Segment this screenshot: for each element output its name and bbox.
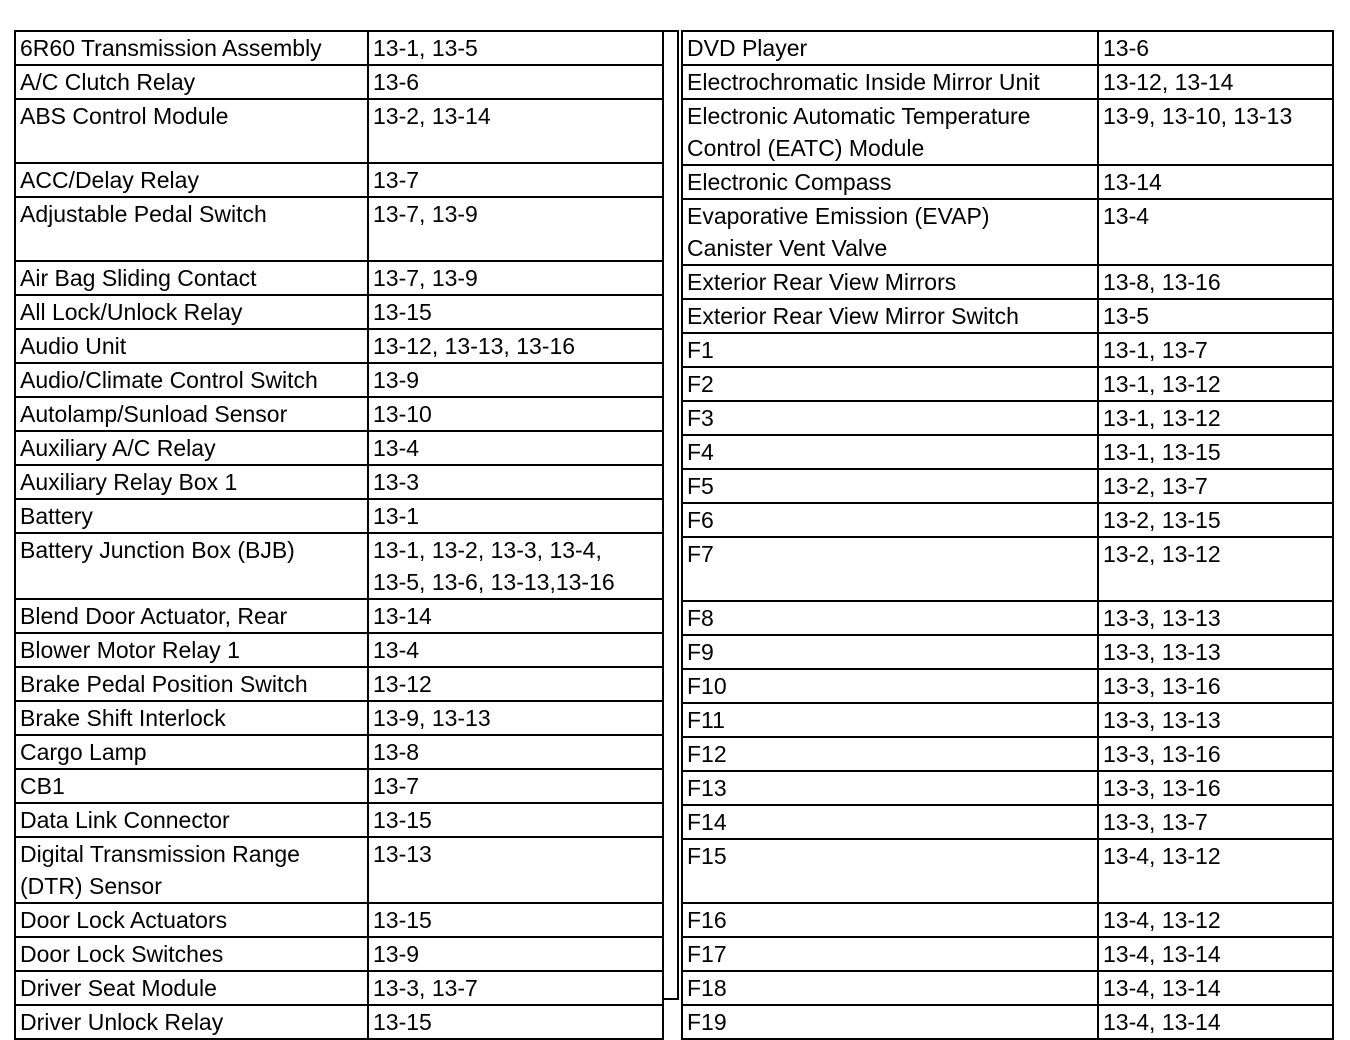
page-ref-cell	[368, 667, 663, 701]
component-cell	[15, 1005, 368, 1039]
component-name: ACC/Delay Relay	[20, 167, 199, 193]
component-name: Auxiliary Relay Box 1	[20, 469, 238, 495]
component-name: F16	[687, 907, 727, 933]
page-references: 13-14	[373, 603, 432, 629]
component-cell	[682, 937, 1098, 971]
page-ref-cell	[1098, 805, 1333, 839]
component-name: Electronic Automatic Temperature	[687, 103, 1031, 129]
component-cell	[15, 397, 368, 431]
component-name: F14	[687, 809, 727, 835]
page-ref-cell	[1098, 367, 1333, 401]
table-row	[15, 903, 663, 937]
page-ref-cell	[1098, 165, 1333, 199]
page-references: 13-3, 13-7	[373, 975, 478, 1001]
table-row	[682, 1005, 1333, 1039]
component-cell	[15, 465, 368, 499]
table-row	[682, 635, 1333, 669]
table-row	[15, 937, 663, 971]
page-references: 13-4	[1103, 203, 1150, 229]
component-cell	[15, 803, 368, 837]
component-cell	[15, 261, 368, 295]
page-ref-cell	[1098, 299, 1333, 333]
table-row	[15, 1005, 663, 1039]
page-ref-cell	[368, 99, 663, 163]
page-references: 13-6	[373, 69, 420, 95]
component-name: Electronic Compass	[687, 169, 892, 195]
page-references: 13-4, 13-12	[1103, 907, 1221, 933]
page-references: 13-13	[373, 841, 432, 867]
component-name: A/C Clutch Relay	[20, 69, 196, 95]
page-references: 13-1, 13-15	[1103, 439, 1221, 465]
component-name: F18	[687, 975, 727, 1001]
component-name: F11	[687, 707, 725, 733]
page-references: 13-2, 13-15	[1103, 507, 1221, 533]
table-row	[15, 31, 663, 65]
table-row	[15, 633, 663, 667]
table-row	[682, 31, 1333, 65]
component-cell	[15, 735, 368, 769]
component-cell	[15, 197, 368, 261]
page-references: 13-4, 13-14	[1103, 941, 1221, 967]
component-cell	[682, 839, 1098, 903]
component-name: Driver Unlock Relay	[20, 1009, 224, 1035]
component-cell	[682, 401, 1098, 435]
page-ref-cell	[368, 533, 663, 599]
table-row	[15, 397, 663, 431]
column-gutter	[662, 30, 679, 1000]
page-references: 13-3, 13-7	[1103, 809, 1208, 835]
component-name: F2	[687, 371, 714, 397]
component-cell	[15, 65, 368, 99]
page-references: 13-1	[373, 503, 420, 529]
page-references: 13-7	[373, 773, 420, 799]
page-references: 13-14	[1103, 169, 1162, 195]
component-cell	[682, 367, 1098, 401]
component-name: F10	[687, 673, 727, 699]
page-ref-cell	[368, 329, 663, 363]
component-cell	[682, 771, 1098, 805]
page-ref-cell	[368, 465, 663, 499]
component-name: Auxiliary A/C Relay	[20, 435, 216, 461]
page-references: 13-9, 13-10, 13-13	[1103, 103, 1293, 129]
component-cell	[682, 199, 1098, 265]
page-references: 13-4, 13-12	[1103, 843, 1221, 869]
table-row	[682, 299, 1333, 333]
page-references: 13-7, 13-9	[373, 201, 478, 227]
component-name: F1	[687, 337, 714, 363]
component-name: F15	[687, 843, 727, 869]
component-name: F7	[687, 541, 714, 567]
page-ref-cell	[1098, 435, 1333, 469]
component-cell	[15, 363, 368, 397]
page-references: 13-3, 13-16	[1103, 673, 1221, 699]
page-references: 13-4, 13-14	[1103, 1009, 1221, 1035]
page-ref-cell	[368, 937, 663, 971]
component-name: 6R60 Transmission Assembly	[20, 35, 322, 61]
page-references: 13-15	[373, 907, 432, 933]
page-ref-cell	[1098, 601, 1333, 635]
page-references: 13-10	[373, 401, 432, 427]
table-row	[15, 701, 663, 735]
page-references: 13-1, 13-5	[373, 35, 478, 61]
page-references: 13-5	[1103, 303, 1150, 329]
page-ref-cell	[1098, 537, 1333, 601]
table-row	[682, 165, 1333, 199]
table-row	[682, 65, 1333, 99]
table-row	[682, 367, 1333, 401]
component-cell	[15, 769, 368, 803]
table-body-right	[682, 31, 1333, 1039]
page-references: 13-9	[373, 941, 420, 967]
component-name: Battery Junction Box (BJB)	[20, 537, 295, 563]
component-name: F13	[687, 775, 727, 801]
table-row	[15, 599, 663, 633]
component-cell	[682, 703, 1098, 737]
table-row	[682, 401, 1333, 435]
table-row	[15, 465, 663, 499]
page-ref-cell	[1098, 669, 1333, 703]
page-ref-cell	[1098, 99, 1333, 165]
component-name: Digital Transmission Range	[20, 841, 300, 867]
component-cell	[15, 837, 368, 903]
component-name: F12	[687, 741, 727, 767]
page-ref-cell	[1098, 703, 1333, 737]
component-name: Evaporative Emission (EVAP)	[687, 203, 990, 229]
page-ref-cell	[368, 803, 663, 837]
component-cell	[682, 31, 1098, 65]
component-name: Brake Pedal Position Switch	[20, 671, 308, 697]
page-references: 13-15	[373, 807, 432, 833]
page-ref-cell	[368, 903, 663, 937]
page-references: 13-9	[373, 367, 420, 393]
page-references: 13-3, 13-13	[1103, 605, 1221, 631]
page-ref-cell	[368, 971, 663, 1005]
table-row	[682, 435, 1333, 469]
table-row	[15, 971, 663, 1005]
component-name: Cargo Lamp	[20, 739, 147, 765]
component-cell	[15, 701, 368, 735]
component-cell	[15, 295, 368, 329]
page-ref-cell	[1098, 635, 1333, 669]
table-row	[15, 197, 663, 261]
page-ref-cell	[1098, 839, 1333, 903]
page-ref-cell	[368, 363, 663, 397]
page-ref-cell	[368, 65, 663, 99]
table-row	[15, 295, 663, 329]
component-cell	[682, 537, 1098, 601]
table-row	[682, 903, 1333, 937]
page-references: 13-7	[373, 167, 420, 193]
table-row	[15, 163, 663, 197]
component-index-table-left	[14, 30, 664, 1040]
component-name: F4	[687, 439, 714, 465]
component-cell	[682, 165, 1098, 199]
page-references: 13-3, 13-16	[1103, 741, 1221, 767]
component-name: Door Lock Switches	[20, 941, 224, 967]
page-ref-cell	[1098, 903, 1333, 937]
page-references: 13-12, 13-13, 13-16	[373, 333, 576, 359]
table-row	[15, 533, 663, 599]
page-references: 13-12, 13-14	[1103, 69, 1234, 95]
component-cell	[682, 469, 1098, 503]
component-name: Door Lock Actuators	[20, 907, 228, 933]
table-row	[682, 333, 1333, 367]
page-ref-cell	[368, 31, 663, 65]
page-references: 13-15	[373, 1009, 432, 1035]
component-cell	[682, 1005, 1098, 1039]
page-ref-cell	[1098, 503, 1333, 537]
component-cell	[15, 163, 368, 197]
page-ref-cell	[368, 431, 663, 465]
component-name: Electrochromatic Inside Mirror Unit	[687, 69, 1040, 95]
component-cell	[15, 99, 368, 163]
page-references: 13-12	[373, 671, 432, 697]
component-name: Air Bag Sliding Contact	[20, 265, 257, 291]
component-cell	[15, 431, 368, 465]
page-ref-cell	[1098, 401, 1333, 435]
page-references: 13-4	[373, 637, 420, 663]
component-name: F5	[687, 473, 714, 499]
page-references: 13-1, 13-12	[1103, 405, 1221, 431]
page-ref-cell	[368, 837, 663, 903]
page-ref-cell	[1098, 1005, 1333, 1039]
component-name: F6	[687, 507, 714, 533]
component-name: Control (EATC) Module	[687, 135, 925, 161]
table-row	[682, 805, 1333, 839]
table-row	[682, 537, 1333, 601]
table-body-left	[15, 31, 663, 1039]
page-ref-cell	[368, 197, 663, 261]
component-name: Adjustable Pedal Switch	[20, 201, 267, 227]
table-row	[682, 265, 1333, 299]
component-cell	[682, 299, 1098, 333]
page-references: 13-3, 13-16	[1103, 775, 1221, 801]
component-cell	[682, 601, 1098, 635]
table-row	[15, 837, 663, 903]
table-row	[682, 601, 1333, 635]
component-cell	[15, 599, 368, 633]
table-row	[682, 839, 1333, 903]
component-name: F19	[687, 1009, 727, 1035]
table-row	[682, 971, 1333, 1005]
page-ref-cell	[1098, 771, 1333, 805]
component-name: ABS Control Module	[20, 103, 229, 129]
table-row	[682, 937, 1333, 971]
page-ref-cell	[368, 295, 663, 329]
page-ref-cell	[368, 397, 663, 431]
page-ref-cell	[368, 1005, 663, 1039]
component-cell	[15, 667, 368, 701]
page-references: 13-1, 13-12	[1103, 371, 1221, 397]
table-row	[15, 329, 663, 363]
component-name: F9	[687, 639, 714, 665]
table-row	[15, 431, 663, 465]
table-row	[15, 769, 663, 803]
component-name: Battery	[20, 503, 93, 529]
component-cell	[15, 971, 368, 1005]
table-row	[15, 803, 663, 837]
component-name: Blend Door Actuator, Rear	[20, 603, 288, 629]
page-references: 13-1, 13-7	[1103, 337, 1208, 363]
table-row	[682, 771, 1333, 805]
component-cell	[682, 669, 1098, 703]
component-cell	[15, 533, 368, 599]
component-cell	[15, 329, 368, 363]
component-cell	[682, 903, 1098, 937]
component-name: F17	[687, 941, 727, 967]
page-references: 13-7, 13-9	[373, 265, 478, 291]
table-row	[15, 735, 663, 769]
page-references: 13-3, 13-13	[1103, 639, 1221, 665]
component-cell	[682, 265, 1098, 299]
component-name: Exterior Rear View Mirror Switch	[687, 303, 1019, 329]
table-row	[682, 469, 1333, 503]
table-row	[682, 669, 1333, 703]
page-references: 13-5, 13-6, 13-13,13-16	[373, 569, 615, 595]
component-name: Autolamp/Sunload Sensor	[20, 401, 288, 427]
page-references: 13-8, 13-16	[1103, 269, 1221, 295]
component-cell	[15, 903, 368, 937]
page-ref-cell	[368, 735, 663, 769]
page-ref-cell	[1098, 31, 1333, 65]
component-name: DVD Player	[687, 35, 808, 61]
page-references: 13-6	[1103, 35, 1150, 61]
component-name: Brake Shift Interlock	[20, 705, 226, 731]
component-cell	[15, 633, 368, 667]
component-cell	[682, 99, 1098, 165]
table-row	[15, 65, 663, 99]
component-name: F3	[687, 405, 714, 431]
page-references: 13-3, 13-13	[1103, 707, 1221, 733]
table-row	[682, 737, 1333, 771]
table-row	[15, 499, 663, 533]
page-ref-cell	[1098, 199, 1333, 265]
component-index-table-right	[681, 30, 1334, 1040]
table-row	[15, 363, 663, 397]
component-cell	[682, 805, 1098, 839]
component-name: Audio Unit	[20, 333, 127, 359]
page-ref-cell	[1098, 737, 1333, 771]
component-cell	[15, 31, 368, 65]
component-cell	[682, 435, 1098, 469]
component-name: (DTR) Sensor	[20, 873, 162, 899]
table-row	[15, 99, 663, 163]
page-references: 13-2, 13-14	[373, 103, 491, 129]
component-cell	[682, 503, 1098, 537]
page-ref-cell	[368, 499, 663, 533]
component-cell	[15, 937, 368, 971]
table-row	[15, 261, 663, 295]
page-references: 13-15	[373, 299, 432, 325]
component-cell	[682, 971, 1098, 1005]
page-ref-cell	[1098, 469, 1333, 503]
page-ref-cell	[1098, 937, 1333, 971]
component-name: Blower Motor Relay 1	[20, 637, 240, 663]
page-references: 13-4	[373, 435, 420, 461]
component-name: All Lock/Unlock Relay	[20, 299, 243, 325]
page-ref-cell	[1098, 65, 1333, 99]
table-row	[682, 503, 1333, 537]
page-references: 13-2, 13-7	[1103, 473, 1208, 499]
component-cell	[15, 499, 368, 533]
page-ref-cell	[1098, 333, 1333, 367]
page-references: 13-3	[373, 469, 420, 495]
component-cell	[682, 65, 1098, 99]
page-ref-cell	[1098, 971, 1333, 1005]
component-name: Audio/Climate Control Switch	[20, 367, 318, 393]
page-ref-cell	[368, 633, 663, 667]
page-references: 13-2, 13-12	[1103, 541, 1221, 567]
page-references: 13-1, 13-2, 13-3, 13-4,	[373, 537, 602, 563]
page-ref-cell	[368, 261, 663, 295]
component-name: Canister Vent Valve	[687, 235, 888, 261]
table-row	[682, 199, 1333, 265]
table-row	[682, 99, 1333, 165]
component-cell	[682, 333, 1098, 367]
page-references: 13-9, 13-13	[373, 705, 491, 731]
page-ref-cell	[368, 769, 663, 803]
page-ref-cell	[368, 163, 663, 197]
component-cell	[682, 737, 1098, 771]
page-ref-cell	[1098, 265, 1333, 299]
component-name: Driver Seat Module	[20, 975, 217, 1001]
component-name: F8	[687, 605, 714, 631]
page-ref-cell	[368, 599, 663, 633]
table-row	[682, 703, 1333, 737]
component-name: Exterior Rear View Mirrors	[687, 269, 957, 295]
component-cell	[682, 635, 1098, 669]
page-references: 13-8	[373, 739, 420, 765]
component-name: CB1	[20, 773, 65, 799]
page-ref-cell	[368, 701, 663, 735]
page-references: 13-4, 13-14	[1103, 975, 1221, 1001]
component-name: Data Link Connector	[20, 807, 230, 833]
table-row	[15, 667, 663, 701]
